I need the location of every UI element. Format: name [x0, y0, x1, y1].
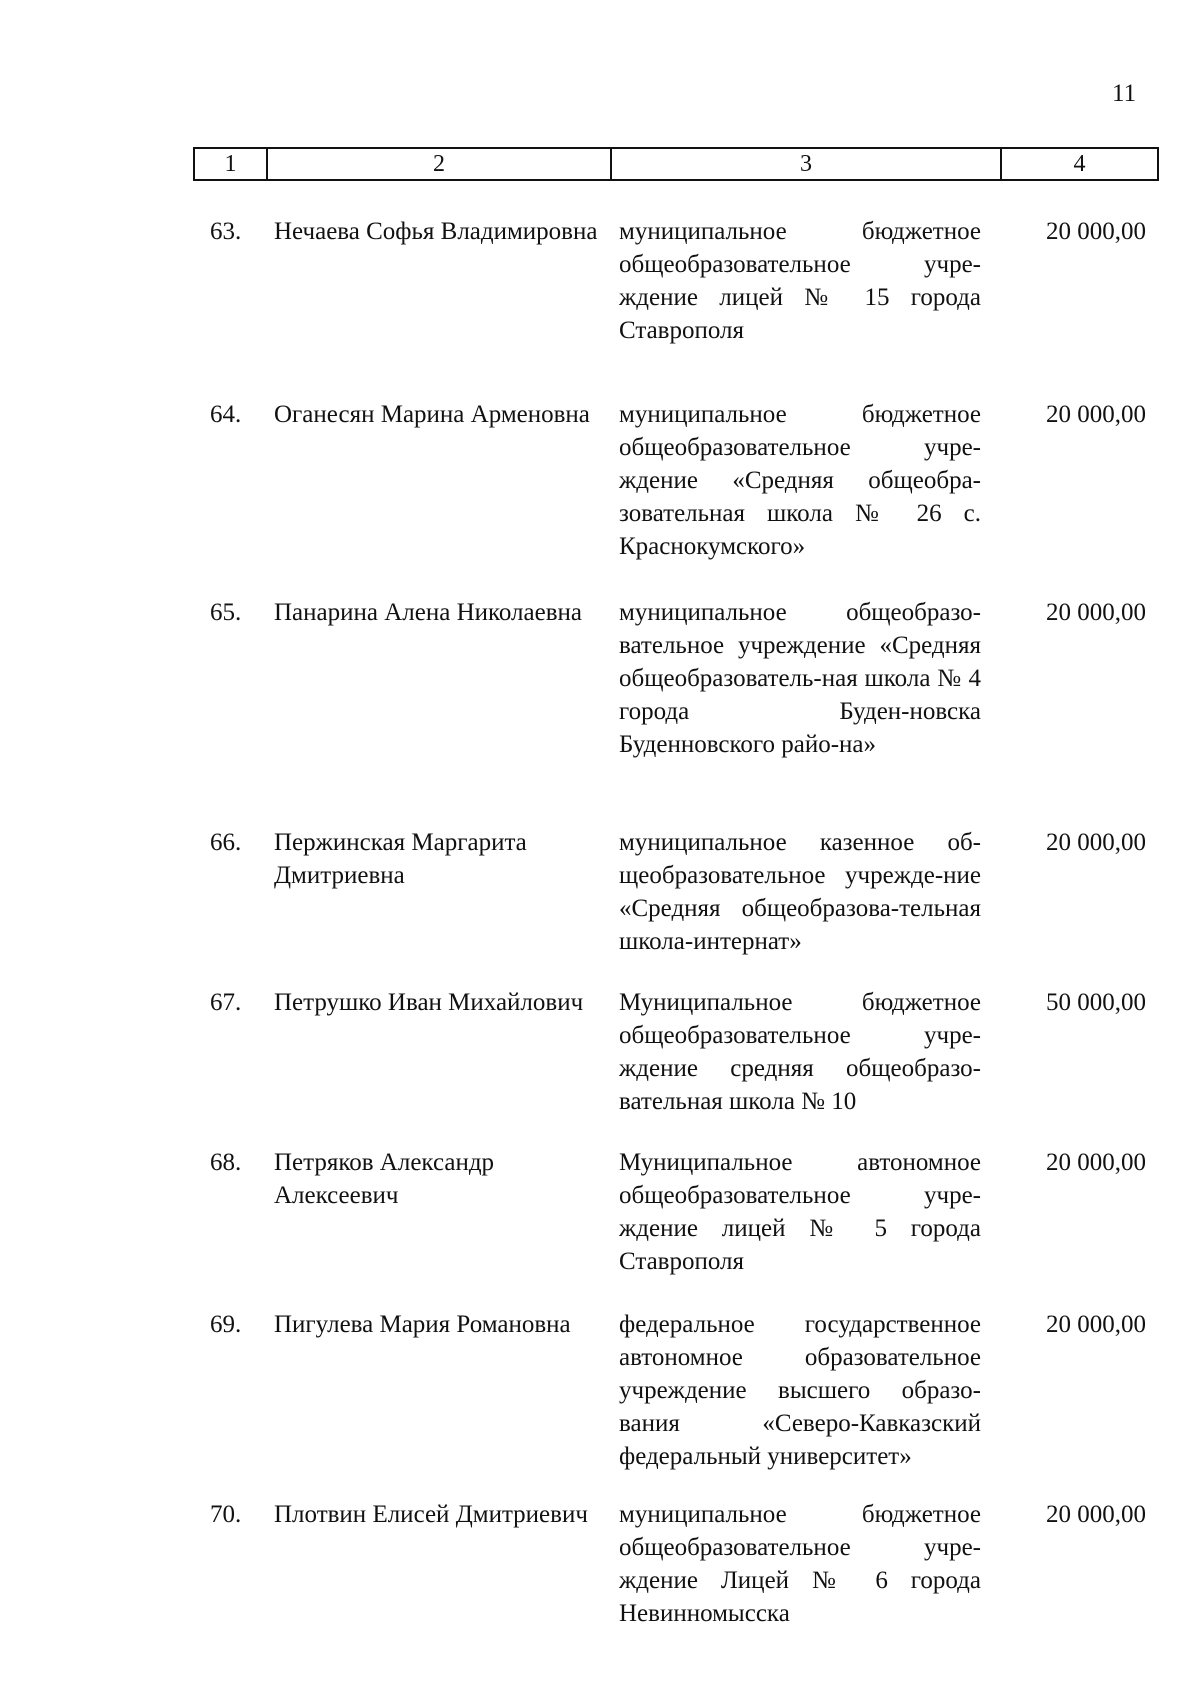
- recipient-name: Петрушко Иван Михайлович: [274, 989, 584, 1016]
- amount: 20 000,00: [1046, 218, 1146, 245]
- table-row: [210, 1498, 1150, 1638]
- organization: муниципальное бюджетное общеобразовательное учре-ждение «Средняя общеобра-зовательная школа № 26 с. Краснокумского»: [619, 401, 981, 560]
- amount: 20 000,00: [1046, 1149, 1146, 1176]
- amount: 50 000,00: [1046, 989, 1146, 1016]
- table-row: [210, 1308, 1150, 1498]
- recipient-name: Плотвин Елисей Дмитриевич: [274, 1501, 588, 1528]
- recipient-name: Петряков Александр Алексеевич: [274, 1149, 495, 1209]
- amount: 20 000,00: [1046, 1311, 1146, 1338]
- recipient-name: Оганесян Марина Арменовна: [274, 401, 590, 428]
- page-number: 11: [1112, 80, 1137, 107]
- row-number: 68.: [210, 1149, 242, 1176]
- row-number: 70.: [210, 1501, 242, 1528]
- table-row: [210, 398, 1150, 596]
- column-header-row: [193, 147, 1159, 181]
- row-number: 63.: [210, 218, 242, 245]
- amount: 20 000,00: [1046, 1501, 1146, 1528]
- amount: 20 000,00: [1046, 599, 1146, 626]
- table-row: [210, 596, 1150, 826]
- amount: 20 000,00: [1046, 401, 1146, 428]
- row-number: 65.: [210, 599, 242, 626]
- column-header-2: 2: [268, 149, 612, 179]
- table-row: [210, 1146, 1150, 1308]
- organization: муниципальное общеобразо-вательное учреждение «Средняя общеобразователь-ная школа № 4 города Буден-новска Буденновского райо-на»: [619, 599, 981, 758]
- organization: муниципальное казенное об-щеобразовательное учрежде-ние «Средняя общеобразова-тельная школа-интернат»: [619, 829, 981, 955]
- row-number: 69.: [210, 1311, 242, 1338]
- column-header-4: 4: [1073, 150, 1086, 177]
- recipient-name: Панарина Алена Николаевна: [274, 599, 583, 626]
- recipient-name: Пержинская Маргарита Дмитриевна: [274, 829, 527, 889]
- organization: Муниципальное бюджетное общеобразовательное учре-ждение средняя общеобразо-вательная школа № 10: [619, 989, 981, 1115]
- column-header-3: 3: [612, 149, 1002, 179]
- recipient-name: Пигулева Мария Романовна: [274, 1311, 571, 1338]
- organization: муниципальное бюджетное общеобразовательное учре-ждение лицей № 15 города Ставрополя: [619, 218, 981, 344]
- row-number: 67.: [210, 989, 242, 1016]
- table-row: [210, 826, 1150, 986]
- column-header-1: 1: [195, 149, 268, 179]
- organization: муниципальное бюджетное общеобразовательное учре-ждение Лицей № 6 города Невинномысска: [619, 1501, 981, 1627]
- recipient-list: [210, 215, 1150, 1638]
- amount: 20 000,00: [1046, 829, 1146, 856]
- table-row: [210, 215, 1150, 398]
- row-number: 64.: [210, 401, 242, 428]
- table-row: [210, 986, 1150, 1146]
- row-number: 66.: [210, 829, 242, 856]
- organization: федеральное государственное автономное образовательное учреждение высшего образо-вания «Северо-Кавказский федеральный университет»: [619, 1311, 981, 1470]
- recipient-name: Нечаева Софья Владимировна: [274, 218, 598, 245]
- organization: Муниципальное автономное общеобразовательное учре-ждение лицей № 5 города Ставрополя: [619, 1149, 981, 1275]
